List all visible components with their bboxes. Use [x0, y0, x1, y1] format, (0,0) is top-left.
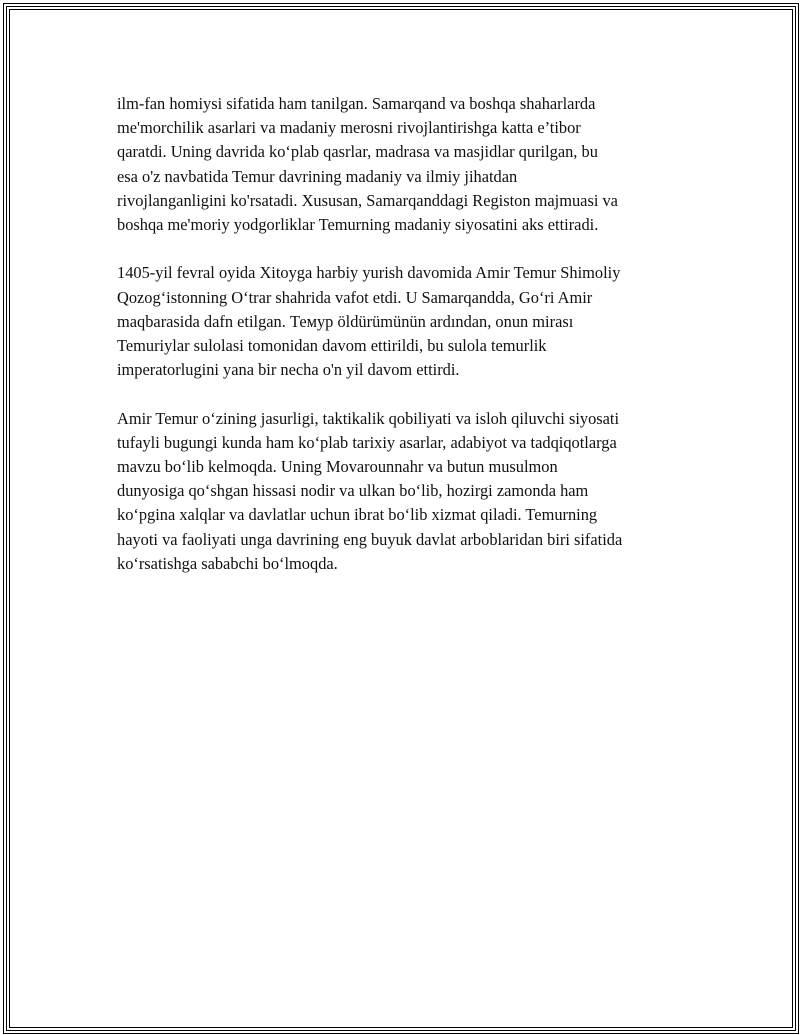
text-line: ilm-fan homiysi sifatida ham tanilgan. Samarqand va boshqa shaharlarda [117, 94, 596, 113]
text-line: imperatorlugini yana bir necha o'n yil davom ettirdi. [117, 360, 460, 380]
paragraph-1 [117, 92, 697, 237]
text-line: ko‘pgina xalqlar va davlatlar uchun ibrat bo‘lib xizmat qiladi. Temurning [117, 505, 598, 525]
paragraph-2 [117, 261, 697, 382]
text-line: qaratdi. Uning davrida ko‘plab qasrlar, madrasa va masjidlar qurilgan, bu [117, 142, 598, 162]
text-line: esa o'z navbatida Temur davrining madaniy va ilmiy jihatdan [117, 166, 518, 186]
text-line: ko‘rsatishga sababchi bo‘lmoqda. [117, 553, 338, 573]
paragraph-3 [117, 407, 697, 576]
text-line: tufayli bugungi kunda ham ko‘plab tarixiy asarlar, adabiyot va tadqiqotlarga [117, 432, 617, 452]
text-line: 1405-yil fevral oyida Xitoyga harbiy yurish davomida Amir Temur Shimoliy [117, 263, 621, 283]
text-line: rivojlanganligini ko'rsatadi. Xususan, Samarqanddagi Registon majmuasi va [117, 190, 618, 210]
text-line: me'morchilik asarlari va madaniy merosni rivojlantirishga katta e’tibor [117, 118, 581, 138]
document-body [117, 92, 697, 600]
text-line: Amir Temur o‘zining jasurligi, taktikalik qobiliyati va isloh qiluvchi siyosati [117, 408, 620, 428]
text-line: boshqa me'moriy yodgorliklar Temurning madaniy siyosatini aks ettiradi. [117, 215, 599, 235]
text-line: Qozog‘istonning O‘trar shahrida vafot etdi. U Samarqandda, Go‘ri Amir [117, 287, 593, 307]
text-line: dunyosiga qo‘shgan hissasi nodir va ulkan bo‘lib, hozirgi zamonda ham [117, 481, 589, 501]
text-line: hayoti va faoliyati unga davrining eng buyuk davlat arboblaridan biri sifatida [117, 529, 623, 549]
text-line: maqbarasida dafn etilgan. Темур öldürümünün ardından, onun mirası [117, 311, 574, 331]
text-line: mavzu bo‘lib kelmoqda. Uning Movarounnahr va butun musulmon [117, 457, 558, 477]
text-line: Temuriylar sulolasi tomonidan davom ettirildi, bu sulola temurlik [117, 336, 547, 356]
